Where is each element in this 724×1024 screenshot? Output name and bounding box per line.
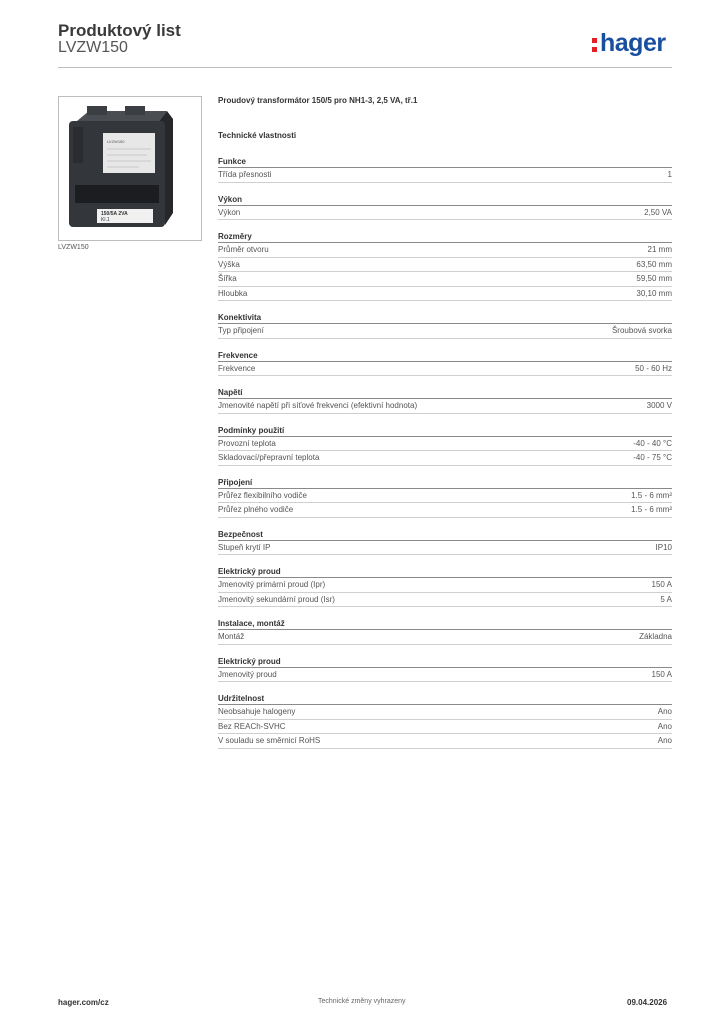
spec-value: Ano <box>657 736 672 745</box>
spec-row <box>218 734 672 749</box>
spec-row <box>218 720 672 735</box>
spec-group-title: Výkon <box>218 194 672 206</box>
spec-row <box>218 324 672 339</box>
spec-label: Bez REACh-SVHC <box>218 721 286 731</box>
spec-row <box>218 258 672 273</box>
spec-row <box>218 272 672 287</box>
logo-text: hager <box>600 29 666 57</box>
spec-group-title: Instalace, montáž <box>218 618 672 630</box>
spec-group-title: Elektrický proud <box>218 566 672 578</box>
spec-value: -40 - 40 °C <box>633 438 672 448</box>
spec-value: 30,10 mm <box>636 288 672 298</box>
spec-row <box>218 541 672 556</box>
image-caption: LVZW150 <box>58 244 89 251</box>
spec-row <box>218 168 672 183</box>
spec-group-title: Frekvence <box>218 350 672 362</box>
spec-row <box>218 593 672 608</box>
spec-row <box>218 287 672 302</box>
spec-label: Průřez plného vodiče <box>218 505 294 514</box>
spec-group <box>218 231 672 301</box>
footer-date: 09.04.2026 <box>627 998 668 1007</box>
spec-label: Výška <box>218 259 240 269</box>
spec-label: V souladu se směrnicí RoHS <box>218 736 321 745</box>
spec-value: IP10 <box>655 542 672 552</box>
rating-label-line-2: 150/5A 2VA <box>101 211 128 217</box>
spec-value: 150 A <box>651 580 672 589</box>
spec-group <box>218 656 672 683</box>
spec-row <box>218 451 672 466</box>
spec-value: 1 <box>667 170 672 179</box>
spec-label: Frekvence <box>218 363 256 373</box>
spec-value: Šroubová svorka <box>611 326 672 335</box>
spec-value: 21 mm <box>647 245 672 254</box>
spec-label: Provozní teplota <box>218 438 276 448</box>
spec-value: 3000 V <box>646 401 672 410</box>
footer-notice: Technické změny vyhrazeny <box>318 998 406 1005</box>
spec-label: Typ připojení <box>218 326 264 335</box>
spec-row <box>218 668 672 683</box>
spec-group <box>218 693 672 749</box>
spec-group-title: Napětí <box>218 387 672 399</box>
spec-group <box>218 477 672 518</box>
spec-label: Jmenovitý sekundární proud (Isr) <box>218 594 335 604</box>
spec-label: Třída přesnosti <box>218 170 272 179</box>
spec-label: Montáž <box>218 632 245 641</box>
spec-label: Šířka <box>218 274 237 283</box>
spec-group-title: Elektrický proud <box>218 656 672 668</box>
spec-value: 1.5 - 6 mm² <box>631 490 672 500</box>
hager-logo[interactable] <box>592 28 666 58</box>
spec-row <box>218 503 672 518</box>
spec-row <box>218 243 672 258</box>
spec-label: Průměr otvoru <box>218 245 269 254</box>
spec-row <box>218 399 672 414</box>
spec-group-title: Udržitelnost <box>218 693 672 705</box>
product-image-frame <box>58 96 202 241</box>
header-divider <box>58 67 672 68</box>
spec-value: 5 A <box>660 594 672 604</box>
spec-label: Průřez flexibilního vodiče <box>218 490 307 500</box>
spec-row <box>218 705 672 720</box>
spec-value: 59,50 mm <box>636 274 672 283</box>
spec-group-title: Konektivita <box>218 312 672 324</box>
spec-label: Stupeň krytí IP <box>218 542 271 552</box>
spec-group-title: Bezpečnost <box>218 529 672 541</box>
spec-label: Skladovací/přepravní teplota <box>218 453 320 462</box>
spec-value: Základna <box>639 632 672 641</box>
spec-value: Ano <box>657 707 672 716</box>
spec-group-title: Připojení <box>218 477 672 489</box>
rating-label-line-3: Kl.1 <box>101 217 110 223</box>
spec-value: 50 - 60 Hz <box>635 363 672 373</box>
spec-group-title: Rozměry <box>218 231 672 243</box>
spec-row <box>218 362 672 377</box>
spec-value: -40 - 75 °C <box>633 453 672 462</box>
spec-label: Výkon <box>218 207 241 217</box>
spec-group <box>218 312 672 339</box>
spec-value: 63,50 mm <box>636 259 672 269</box>
spec-group <box>218 529 672 556</box>
spec-group <box>218 350 672 377</box>
spec-row <box>218 578 672 593</box>
logo-dots-icon <box>592 36 598 52</box>
spec-group-title: Funkce <box>218 156 672 168</box>
product-description: Proudový transformátor 150/5 pro NH1-3, 2,5 VA, tř.1 <box>218 96 418 105</box>
spec-row <box>218 489 672 504</box>
spec-label: Jmenovité napětí při síťové frekvenci (efektivní hodnota) <box>218 401 418 410</box>
spec-label: Jmenovitý proud <box>218 669 277 679</box>
page-title: Produktový list <box>58 21 181 40</box>
spec-group <box>218 156 672 183</box>
spec-value: 150 A <box>651 669 672 679</box>
product-rating-label <box>97 209 153 223</box>
spec-row <box>218 206 672 221</box>
footer-website-link[interactable]: hager.com/cz <box>58 998 109 1007</box>
spec-group <box>218 387 672 414</box>
spec-row <box>218 630 672 645</box>
spec-group <box>218 194 672 221</box>
technical-properties-heading: Technické vlastnosti <box>218 131 297 140</box>
spec-list <box>218 156 672 760</box>
spec-group <box>218 425 672 466</box>
spec-group <box>218 566 672 607</box>
spec-label: Neobsahuje halogeny <box>218 707 296 716</box>
spec-value: Ano <box>657 721 672 731</box>
spec-value: 1.5 - 6 mm² <box>631 505 672 514</box>
spec-group <box>218 618 672 645</box>
product-sticker <box>103 133 155 173</box>
product-code: LVZW150 <box>58 39 128 56</box>
spec-label: Jmenovitý primární proud (Ipr) <box>218 580 326 589</box>
current-transformer-image <box>59 97 201 240</box>
spec-label: Hloubka <box>218 288 248 298</box>
spec-value: 2,50 VA <box>644 207 672 217</box>
sticker-line-1: LVZW150 <box>107 139 125 144</box>
spec-row <box>218 437 672 452</box>
spec-group-title: Podmínky použití <box>218 425 672 437</box>
